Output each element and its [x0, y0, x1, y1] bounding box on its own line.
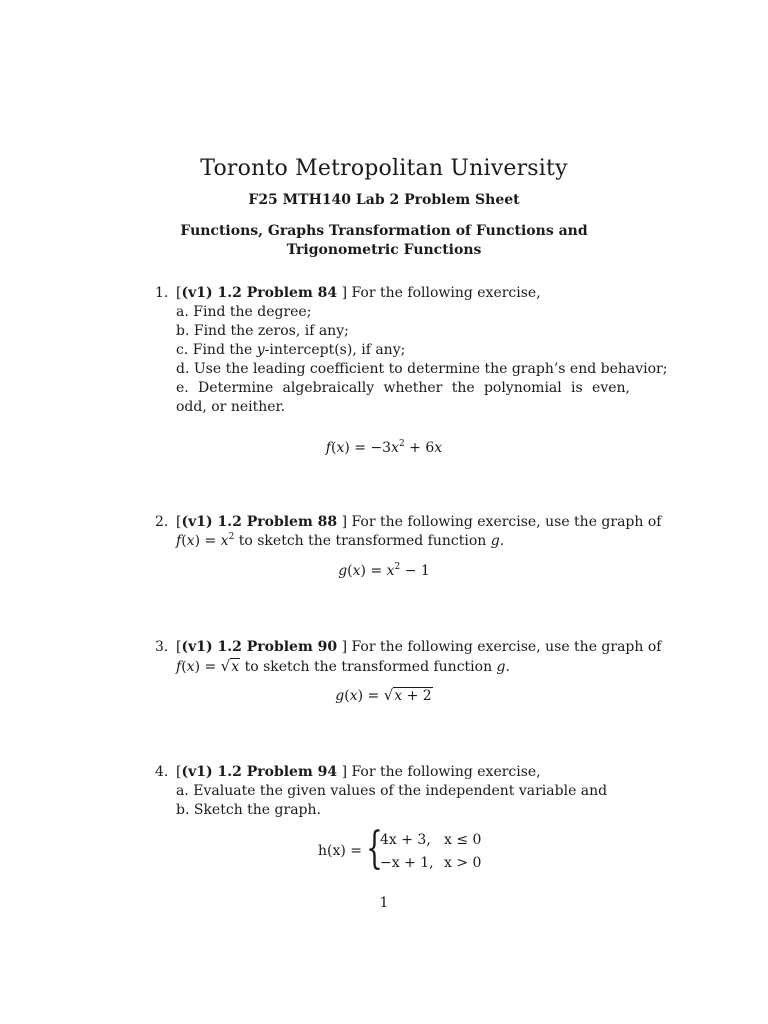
- list-item: a. Find the degree;: [176, 304, 312, 320]
- equation-text: $g(x) = x^2 - 1$: [338, 562, 430, 579]
- problem-number: 1.: [155, 285, 169, 301]
- topic-line-1: Functions, Graphs Transformation of Functions and: [180, 223, 588, 239]
- problem-2-text: $f(x) = x^2$ to sketch the transformed function g.: [176, 532, 505, 549]
- university-title: Toronto Metropolitan University: [200, 156, 568, 181]
- problem-ref: (v1) 1.2 Problem 94: [181, 764, 338, 780]
- topic-line-2: Trigonometric Functions: [286, 242, 482, 258]
- problem-ref: (v1) 1.2 Problem 84: [181, 285, 338, 301]
- brace-symbol: {: [366, 823, 383, 874]
- list-item: d. Use the leading coefficient to determine the graph’s end behavior;: [176, 361, 668, 377]
- list-item: c. Find the y-intercept(s), if any;: [176, 342, 406, 358]
- problem-number: 3.: [155, 639, 169, 655]
- piecewise-row-2-cond: x > 0: [444, 855, 482, 871]
- equation-text: $f(x) = -3x^2 + 6x$: [325, 439, 443, 456]
- list-item: a. Evaluate the given values of the independent variable and: [176, 783, 608, 799]
- piecewise-row-1-expr: 4x + 3,: [380, 832, 431, 848]
- topic-heading: [0, 222, 768, 260]
- problem-2-intro: [(v1) 1.2 Problem 88 ] For the following exercise, use the graph of: [176, 514, 662, 530]
- piecewise-row-1-cond: x ≤ 0: [444, 832, 482, 848]
- page-number: 1: [379, 895, 389, 911]
- equation-3: [0, 686, 768, 704]
- problem-ref: (v1) 1.2 Problem 90: [181, 639, 338, 655]
- problem-4: [155, 763, 630, 820]
- problem-number: 2.: [155, 514, 169, 530]
- list-item: b. Find the zeros, if any;: [176, 323, 349, 339]
- equation-1: [0, 440, 768, 456]
- problem-ref: (v1) 1.2 Problem 88: [181, 514, 338, 530]
- list-item: e. Determine algebraically whether the polynomial is even, odd, or neither.: [176, 380, 630, 415]
- problem-3-text: f(x) = √x to sketch the transformed function g.: [176, 657, 510, 675]
- problem-3: [155, 638, 662, 677]
- problem-2: [155, 513, 662, 551]
- piecewise-lhs: h(x) =: [318, 843, 363, 859]
- problem-3-intro: [(v1) 1.2 Problem 90 ] For the following exercise, use the graph of: [176, 639, 662, 655]
- equation-2: [0, 563, 768, 579]
- problem-1: [155, 284, 668, 417]
- problem-4-intro: [(v1) 1.2 Problem 94 ] For the following exercise,: [176, 764, 541, 780]
- list-item: b. Sketch the graph.: [176, 802, 321, 818]
- problem-1-intro: [(v1) 1.2 Problem 84 ] For the following exercise,: [176, 285, 541, 301]
- course-subtitle: F25 MTH140 Lab 2 Problem Sheet: [248, 192, 520, 208]
- equation-text: g(x) = √x + 2: [335, 686, 432, 704]
- piecewise-row-2-expr: −x + 1,: [380, 855, 434, 871]
- problem-number: 4.: [155, 764, 169, 780]
